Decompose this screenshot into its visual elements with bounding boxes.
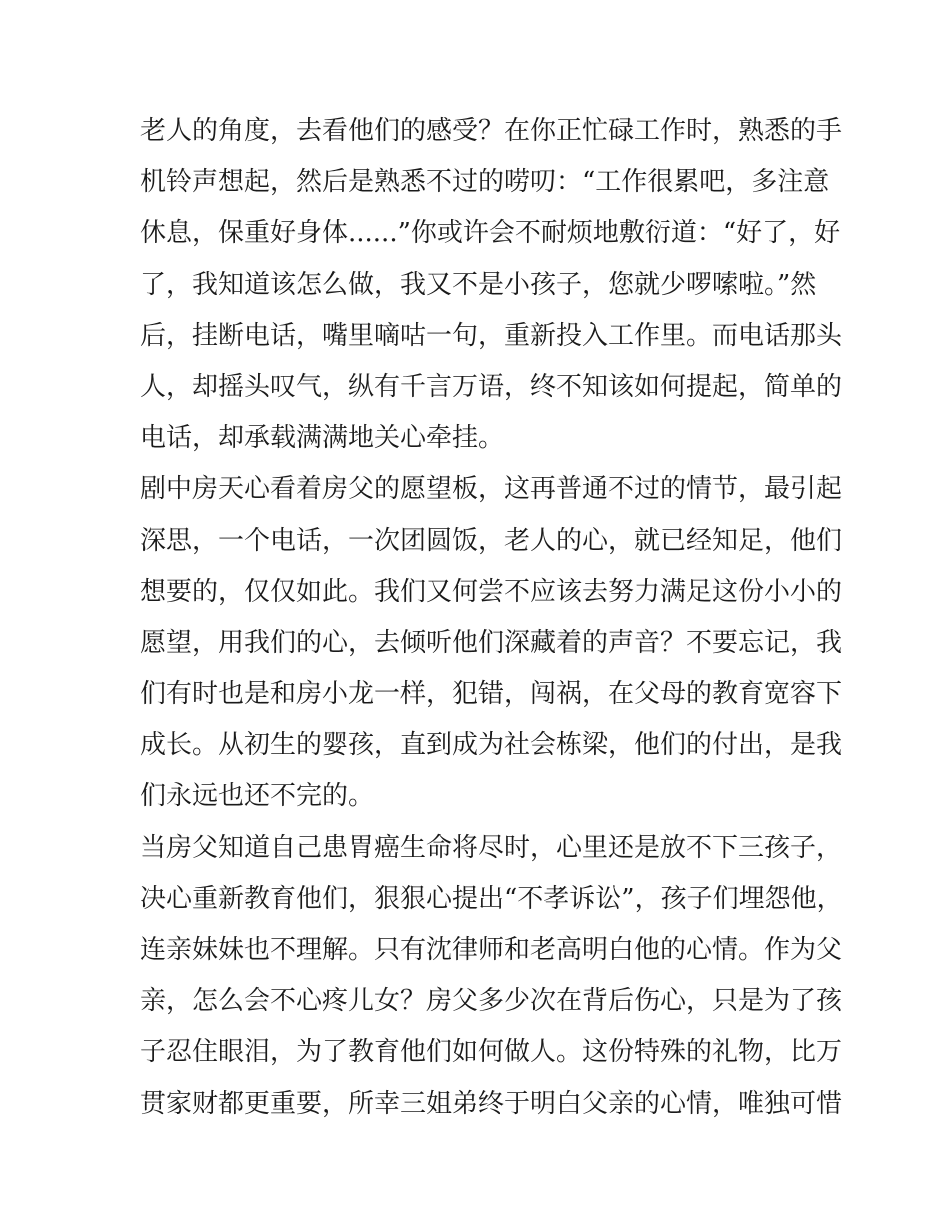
text-line: 决心重新教育他们，狠狠心提出“不孝诉讼”，孩子们埋怨他， [140,883,843,914]
text-line: 休息，保重好身体......”你或许会不耐烦地敷衍道：“好了，好 [140,218,841,249]
text-line: 想要的，仅仅如此。我们又何尝不应该去努力满足这份小小的 [140,576,843,607]
text-line: 贯家财都更重要，所幸三姐弟终于明白父亲的心情，唯独可惜 [140,1088,843,1119]
text-line: 深思，一个电话，一次团圆饭，老人的心，就已经知足，他们 [140,525,843,556]
text-line: 们有时也是和房小龙一样，犯错，闯祸，在父母的教育宽容下 [140,679,843,710]
text-line-paragraph-end: 们永远也还不完的。 [140,781,375,812]
text-line: 成长。从初生的婴孩，直到成为社会栋梁，他们的付出，是我 [140,730,843,761]
text-line: 愿望，用我们的心，去倾听他们深藏着的声音？不要忘记，我 [140,627,843,658]
text-line: 当房父知道自己患胃癌生命将尽时，心里还是放不下三孩子， [140,832,843,863]
text-line-paragraph-end: 电话，却承载满满地关心牵挂。 [140,423,505,454]
document-body [140,106,843,1130]
text-line: 老人的角度，去看他们的感受？在你正忙碌工作时，熟悉的手 [140,116,843,146]
text-line: 亲，怎么会不心疼儿女？房父多少次在背后伤心，只是为了孩 [140,986,843,1017]
text-line: 剧中房天心看着房父的愿望板，这再普通不过的情节，最引起 [140,474,843,505]
text-line: 了，我知道该怎么做，我又不是小孩子，您就少啰嗦啦。”然 [140,269,817,300]
text-line: 机铃声想起，然后是熟悉不过的唠叨：“工作很累吧，多注意 [140,167,830,198]
text-line: 连亲妹妹也不理解。只有沈律师和老高明白他的心情。作为父 [140,935,843,965]
text-line: 后，挂断电话，嘴里嘀咕一句，重新投入工作里。而电话那头 [140,320,843,351]
text-line: 人，却摇头叹气，纵有千言万语，终不知该如何提起，简单的 [140,371,843,402]
text-line: 子忍住眼泪，为了教育他们如何做人。这份特殊的礼物，比万 [140,1037,843,1068]
